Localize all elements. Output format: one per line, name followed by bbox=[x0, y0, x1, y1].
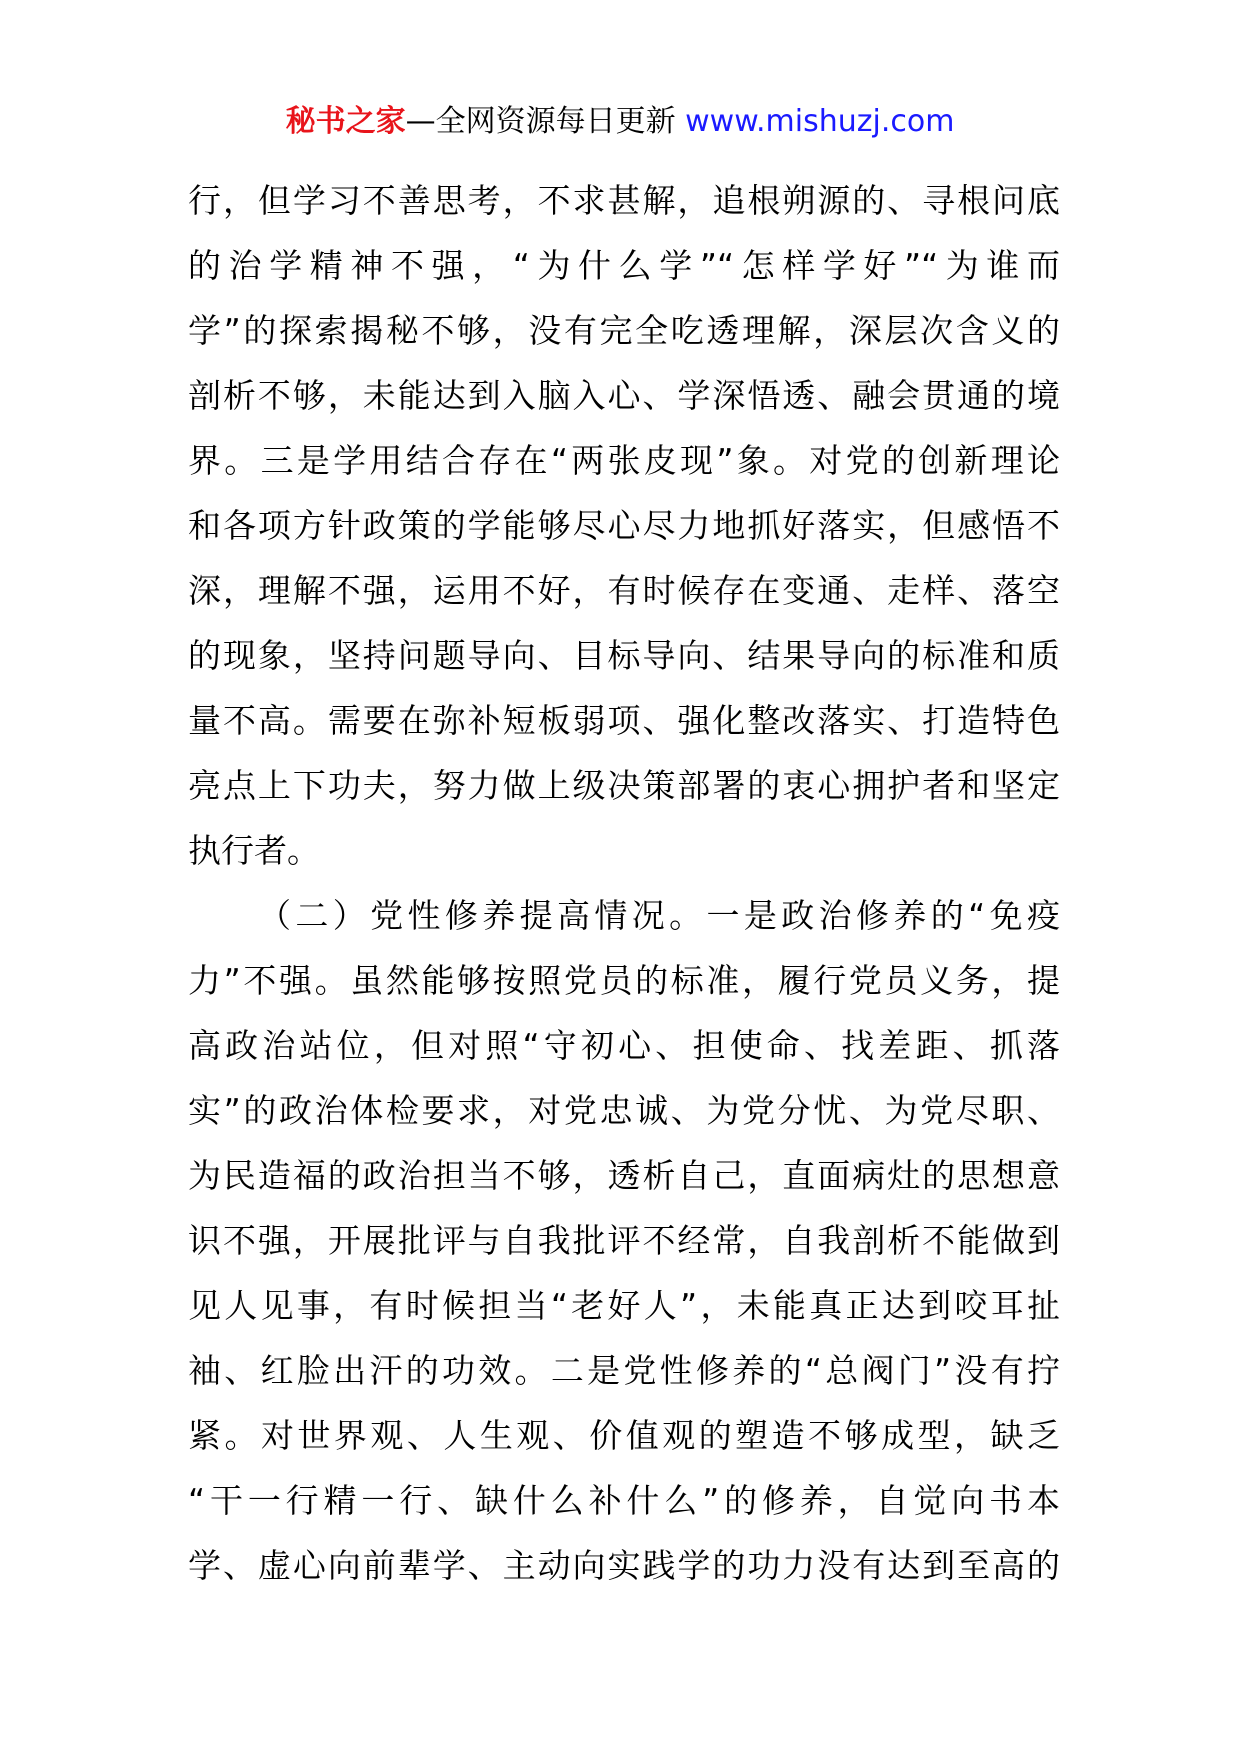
text-line: 学、虚心向前辈学、主动向实践学的功力没有达到至高的 bbox=[188, 1546, 1060, 1585]
text-line: 和各项方针政策的学能够尽心尽力地抓好落实，但感悟不 bbox=[188, 506, 1060, 545]
text-line: 见人见事，有时候担当“老好人”，未能真正达到咬耳扯 bbox=[188, 1286, 1060, 1325]
text-line: “干一行精一行、缺什么补什么”的修养，自觉向书本 bbox=[188, 1481, 1060, 1520]
text-line: 高政治站位，但对照“守初心、担使命、找差距、抓落 bbox=[188, 1026, 1060, 1065]
site-header bbox=[0, 100, 1240, 144]
text-line: 袖、红脸出汗的功效。二是党性修养的“总阀门”没有拧 bbox=[188, 1351, 1060, 1390]
tagline: —全网资源每日更新 bbox=[405, 104, 686, 139]
text-line: 识不强，开展批评与自我批评不经常，自我剖析不能做到 bbox=[188, 1221, 1060, 1260]
section-heading-line: （二）党性修养提高情况。一是政治修养的“免疫 bbox=[258, 896, 1060, 935]
text-line: 实”的政治体检要求，对党忠诚、为党分忧、为党尽职、 bbox=[188, 1091, 1060, 1130]
text-line: 力”不强。虽然能够按照党员的标准，履行党员义务，提 bbox=[188, 961, 1060, 1000]
brand-name: 秘书之家 bbox=[285, 104, 406, 139]
text-line: 为民造福的政治担当不够，透析自己，直面病灶的思想意 bbox=[188, 1156, 1060, 1195]
site-url-link[interactable]: www.mishuzj.com bbox=[685, 104, 955, 139]
text-line: 深，理解不强，运用不好，有时候存在变通、走样、落空 bbox=[188, 571, 1060, 610]
document-body bbox=[188, 168, 1060, 1598]
text-line: 界。三是学用结合存在“两张皮现”象。对党的创新理论 bbox=[188, 441, 1060, 480]
text-line: 量不高。需要在弥补短板弱项、强化整改落实、打造特色 bbox=[188, 701, 1060, 740]
text-line: 紧。对世界观、人生观、价值观的塑造不够成型，缺乏 bbox=[188, 1416, 1060, 1455]
text-line: 学”的探索揭秘不够，没有完全吃透理解，深层次含义的 bbox=[188, 311, 1060, 350]
text-line: 的现象，坚持问题导向、目标导向、结果导向的标准和质 bbox=[188, 636, 1060, 675]
text-line: 亮点上下功夫，努力做上级决策部署的衷心拥护者和坚定 bbox=[188, 766, 1060, 805]
text-line: 剖析不够，未能达到入脑入心、学深悟透、融会贯通的境 bbox=[188, 376, 1060, 415]
text-line: 行，但学习不善思考，不求甚解，追根朔源的、寻根问底 bbox=[188, 181, 1060, 220]
text-line-paragraph-end: 执行者。 bbox=[188, 831, 320, 870]
text-line: 的治学精神不强，“为什么学”“怎样学好”“为谁而 bbox=[188, 246, 1060, 285]
